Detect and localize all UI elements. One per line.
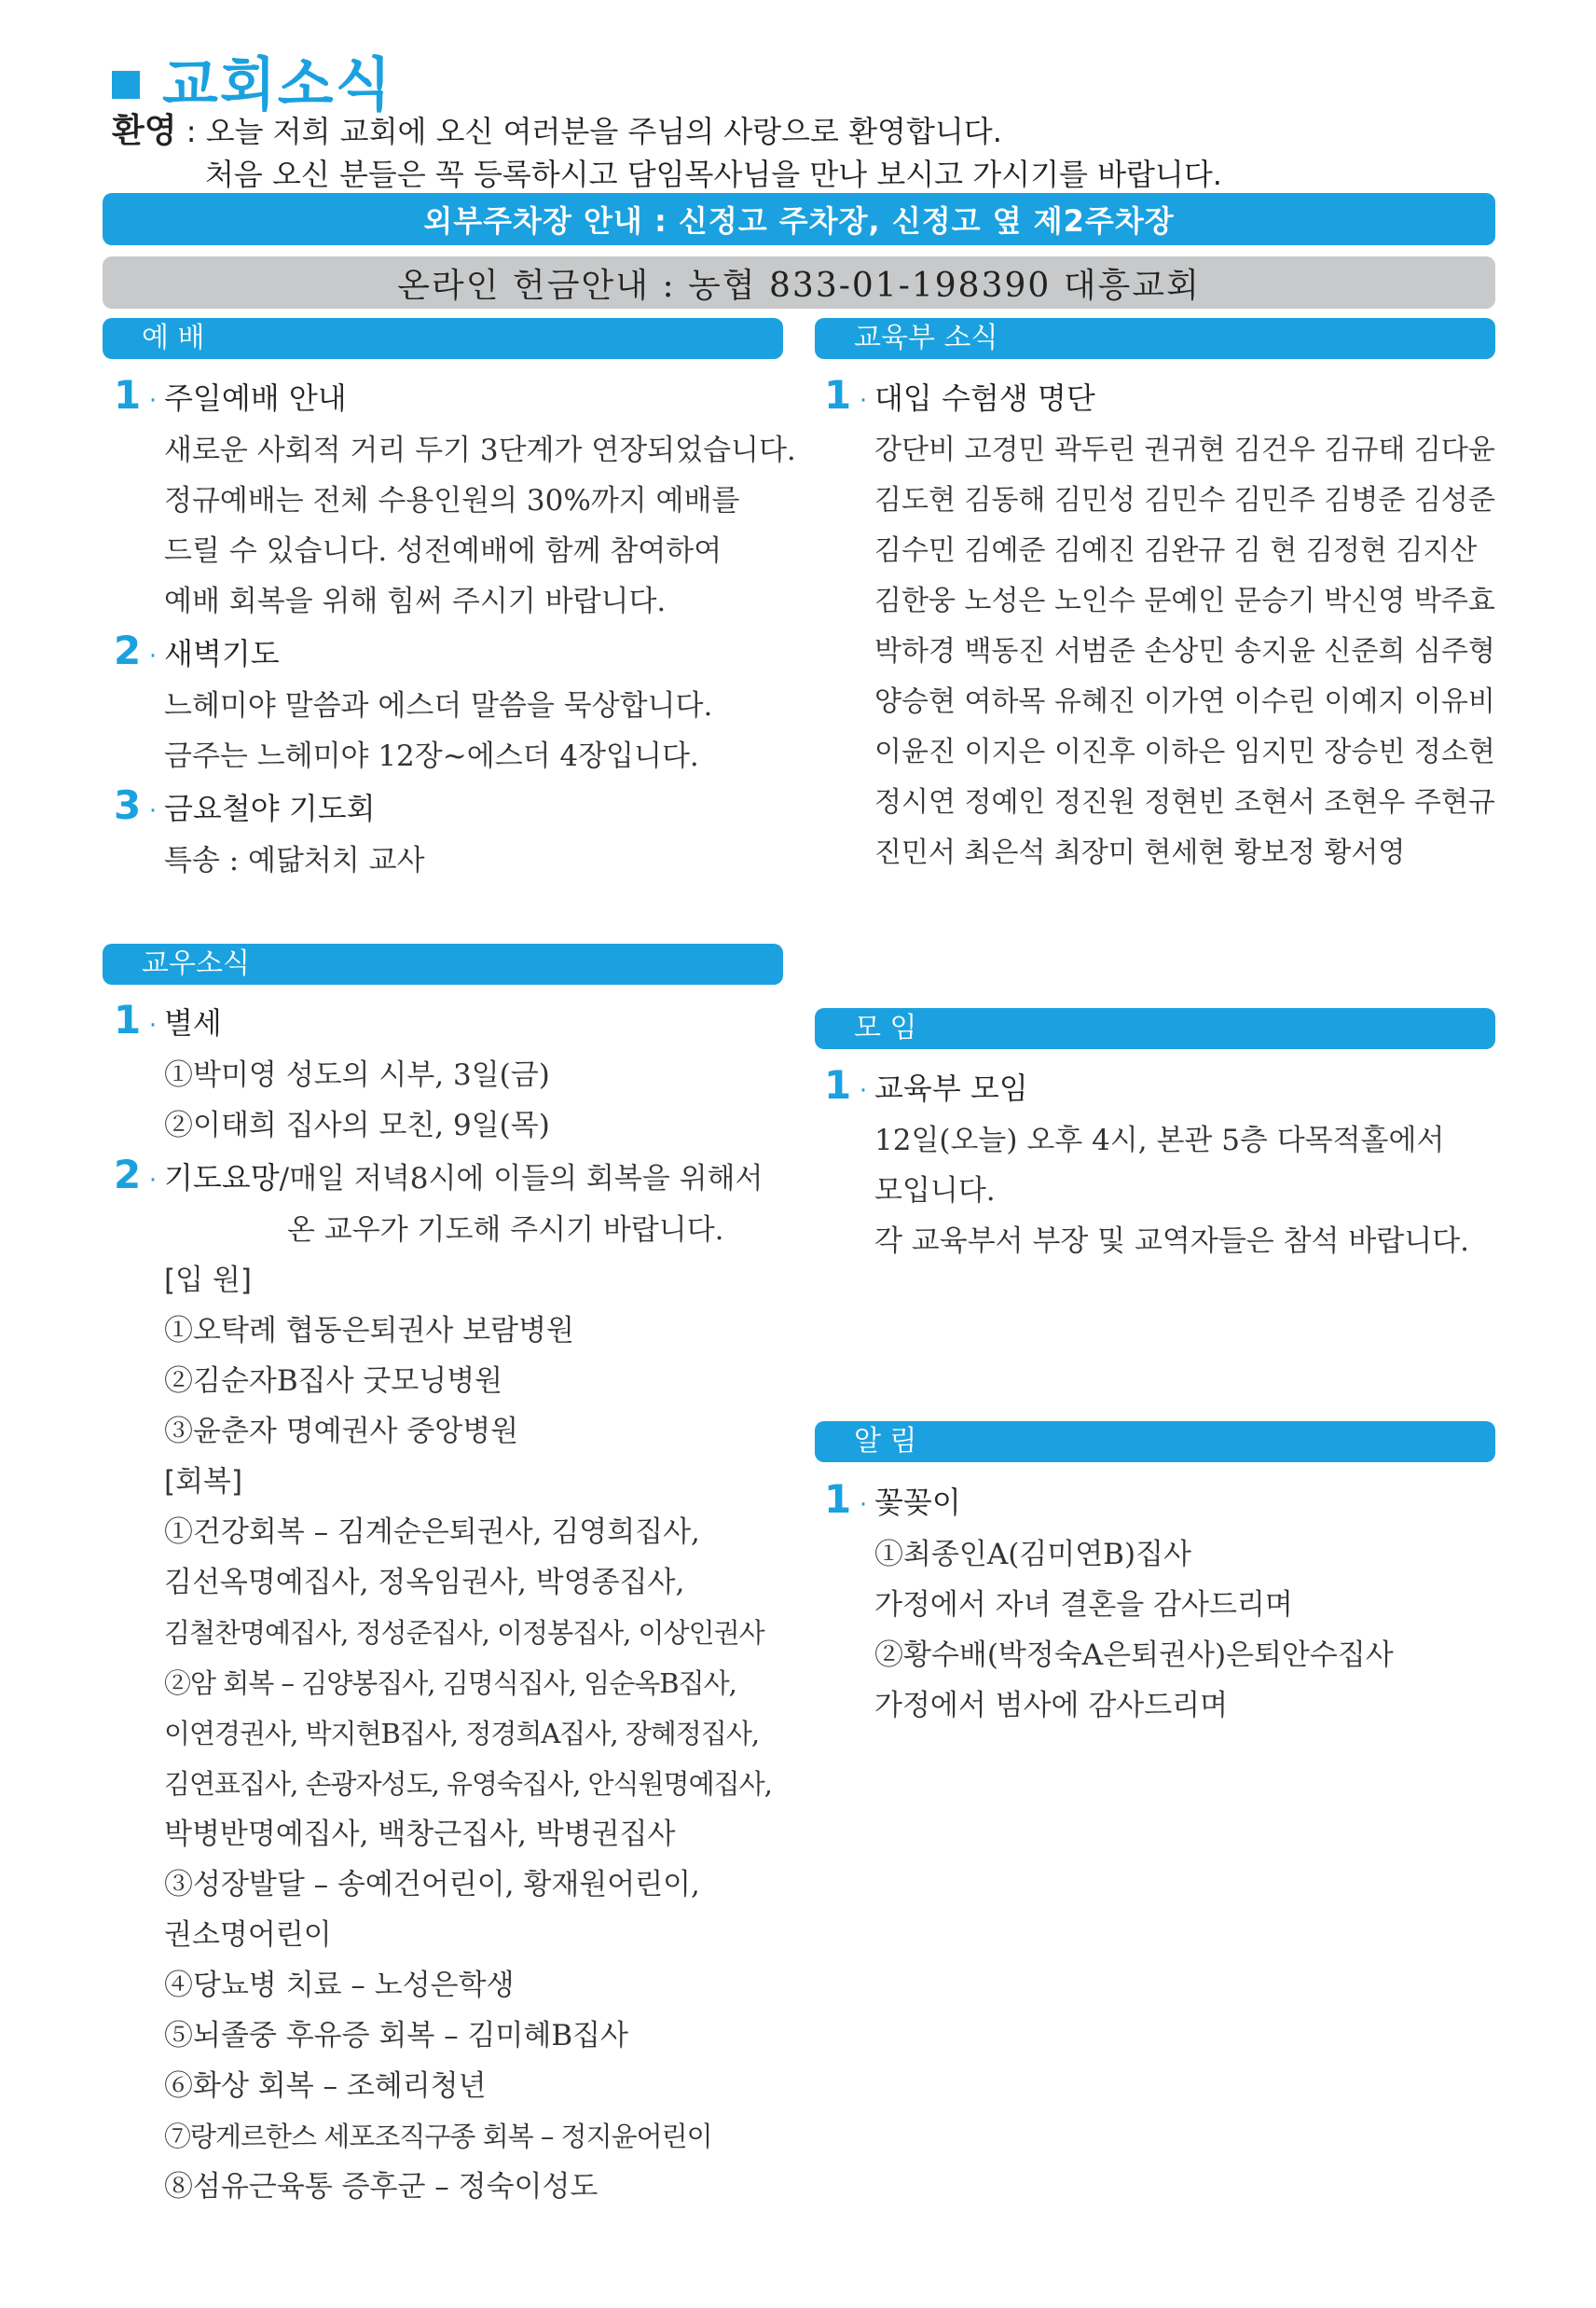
list-item	[114, 1151, 804, 1205]
item-body	[824, 425, 1505, 878]
square-bullet-icon	[112, 71, 140, 99]
body-line: 12일(오늘) 오후 4시, 본관 5층 다목적홀에서	[874, 1124, 1445, 1157]
parking-banner	[103, 193, 1495, 245]
body-line: ①박미영 성도의 시부, 3일(금)	[164, 1058, 550, 1092]
item-title: 새벽기도	[164, 636, 280, 671]
news-header	[112, 51, 393, 118]
body-line: 정시연 정예인 정진원 정현빈 조현서 조현우 주현규	[874, 786, 1495, 819]
body-line: ②김순자B집사 굿모닝병원	[164, 1364, 503, 1398]
item-body	[824, 1529, 1505, 1731]
body-line: 양승현 여하목 유혜진 이가연 이수린 이예지 이유비	[874, 685, 1495, 718]
item-number: 2	[114, 628, 142, 673]
list-item	[114, 996, 804, 1050]
body-line: 김한웅 노성은 노인수 문예인 문승기 박신영 박주효	[874, 585, 1495, 617]
body-line: 이연경권사, 박지현B집사, 정경희A집사, 장혜정집사,	[164, 1718, 760, 1749]
body-line: 강단비 고경민 곽두린 권귀현 김건우 김규태 김다윤	[874, 434, 1495, 466]
dot-icon: ·	[859, 1077, 868, 1105]
welcome-label: 환영	[112, 112, 177, 150]
body-line: 가정에서 범사에 감사드리며	[874, 1689, 1229, 1722]
list-item	[824, 371, 1505, 425]
list-item	[114, 627, 804, 681]
item-number: 3	[114, 782, 142, 828]
body-line: ②이태희 집사의 모친, 9일(목)	[164, 1109, 550, 1142]
item-body	[824, 1115, 1505, 1266]
recovery-label: [회복]	[164, 1465, 243, 1499]
item-body	[114, 425, 804, 627]
item-number: 1	[114, 997, 142, 1043]
section-heading-meeting	[815, 1008, 1495, 1049]
section-heading-members	[103, 944, 783, 985]
item-title: 대입 수험생 명단	[874, 380, 1095, 416]
section-heading-worship	[103, 318, 783, 359]
item-number: 2	[114, 1152, 142, 1197]
dot-icon: ·	[859, 387, 868, 415]
body-line: 김수민 김예준 김예진 김완규 김 현 김정현 김지산	[874, 534, 1478, 567]
body-line: 각 교육부서 부장 및 교역자들은 참석 바랍니다.	[874, 1224, 1469, 1258]
item-title-suffix: /매일 저녁8시에 이들의 회복을 위해서	[279, 1162, 764, 1195]
body-line: ⑥화상 회복 – 조혜리청년	[164, 2069, 487, 2103]
worship-heading-text: 예 배	[142, 322, 205, 354]
education-list	[824, 371, 1505, 878]
body-line: ③윤춘자 명예권사 중앙병원	[164, 1415, 519, 1448]
education-heading-text: 교육부 소식	[854, 322, 998, 354]
body-line: 김선옥명예집사, 정옥임권사, 박영종집사,	[164, 1566, 685, 1599]
body-line: 예배 회복을 위해 힘써 주시기 바랍니다.	[164, 585, 667, 618]
list-item	[824, 1475, 1505, 1529]
welcome-line-1: : 오늘 저희 교회에 오신 여러분을 주님의 사랑으로 환영합니다.	[186, 114, 1002, 149]
item-body	[114, 1050, 804, 1151]
item-number: 1	[824, 372, 852, 418]
body-line: ①최종인A(김미연B)집사	[874, 1538, 1191, 1571]
item-title: 금요철야 기도회	[164, 791, 376, 826]
item-body	[114, 1205, 804, 2212]
body-line: ③성장발달 – 송예건어린이, 황재원어린이,	[164, 1868, 700, 1901]
notice-list	[824, 1475, 1505, 1731]
dot-icon: ·	[859, 1491, 868, 1519]
item-title: 기도요망	[164, 1160, 280, 1195]
welcome-message	[112, 110, 1222, 196]
online-offering-text: 온라인 헌금안내 : 농협 833-01-198390 대흥교회	[397, 266, 1201, 305]
welcome-line-2: 처음 오신 분들은 꼭 등록하시고 담임목사님을 만나 보시고 가시기를 바랍니다.	[205, 157, 1222, 192]
list-item	[824, 1061, 1505, 1115]
item-number: 1	[114, 372, 142, 418]
list-item	[114, 781, 804, 836]
section-heading-notice	[815, 1421, 1495, 1462]
dot-icon: ·	[148, 643, 158, 670]
meeting-list	[824, 1061, 1505, 1266]
body-line: 특송 : 예닮처치 교사	[164, 844, 425, 878]
item-body	[114, 836, 804, 886]
body-line: 가정에서 자녀 결혼을 감사드리며	[874, 1588, 1293, 1622]
online-offering-banner	[103, 256, 1495, 309]
item-title: 꽃꽂이	[874, 1485, 961, 1520]
body-line: 진민서 최은석 최장미 현세현 황보정 황서영	[874, 836, 1406, 869]
dot-icon: ·	[148, 387, 158, 415]
body-line: ②암 회복 – 김양봉집사, 김명식집사, 임순옥B집사,	[164, 1667, 736, 1699]
body-line: 김철찬명예집사, 정성준집사, 이정봉집사, 이상인권사	[164, 1617, 764, 1649]
body-line: 새로운 사회적 거리 두기 3단계가 연장되었습니다.	[164, 434, 796, 467]
body-line: 박병반명예집사, 백창근집사, 박병권집사	[164, 1817, 676, 1851]
item-title: 교육부 모임	[874, 1071, 1028, 1106]
body-line: ①건강회복 – 김계순은퇴권사, 김영희집사,	[164, 1515, 700, 1549]
item-title: 주일예배 안내	[164, 380, 347, 416]
body-line: ⑧섬유근육통 증후군 – 정숙이성도	[164, 2170, 598, 2204]
body-line: 온 교우가 기도해 주시기 바랍니다.	[287, 1213, 724, 1247]
body-line: 박하경 백동진 서범준 손상민 송지윤 신준희 심주형	[874, 635, 1495, 668]
members-list	[114, 996, 804, 2212]
body-line: 드릴 수 있습니다. 성전예배에 함께 참여하여	[164, 534, 722, 568]
body-line: 김연표집사, 손광자성도, 유영숙집사, 안식원명예집사,	[164, 1768, 772, 1800]
meeting-heading-text: 모 임	[854, 1012, 917, 1044]
section-heading-education	[815, 318, 1495, 359]
item-number: 1	[824, 1062, 852, 1108]
worship-list	[114, 371, 804, 886]
page-title: 교회소식	[162, 50, 393, 118]
item-body	[114, 681, 804, 781]
body-line: 김도현 김동해 김민성 김민수 김민주 김병준 김성준	[874, 484, 1495, 517]
body-line: 정규예배는 전체 수용인원의 30%까지 예배를	[164, 484, 740, 518]
parking-text: 외부주차장 안내 : 신정고 주차장, 신정고 옆 제2주차장	[423, 203, 1175, 239]
dot-icon: ·	[148, 1167, 158, 1195]
members-heading-text: 교우소식	[142, 947, 250, 980]
body-line: 금주는 느헤미야 12장~에스더 4장입니다.	[164, 739, 699, 773]
dot-icon: ·	[148, 797, 158, 825]
body-line: 느헤미야 말씀과 에스더 말씀을 묵상합니다.	[164, 689, 713, 723]
body-line: 모입니다.	[874, 1174, 996, 1208]
body-line: 권소명어린이	[164, 1918, 332, 1952]
list-item	[114, 371, 804, 425]
body-line: ⑦랑게르한스 세포조직구종 회복 – 정지윤어린이	[164, 2121, 712, 2152]
notice-heading-text: 알 림	[854, 1425, 917, 1458]
body-line: ①오탁례 협동은퇴권사 보람병원	[164, 1314, 575, 1347]
body-line: ④당뇨병 치료 – 노성은학생	[164, 1969, 515, 2002]
dot-icon: ·	[148, 1012, 158, 1040]
hospital-label: [입 원]	[164, 1264, 252, 1297]
body-line: ②황수배(박정숙A은퇴권사)은퇴안수집사	[874, 1638, 1394, 1672]
body-line: 이윤진 이지은 이진후 이하은 임지민 장승빈 정소현	[874, 736, 1495, 768]
body-line: ⑤뇌졸중 후유증 회복 – 김미혜B집사	[164, 2019, 628, 2052]
item-number: 1	[824, 1476, 852, 1522]
item-title: 별세	[164, 1005, 222, 1041]
